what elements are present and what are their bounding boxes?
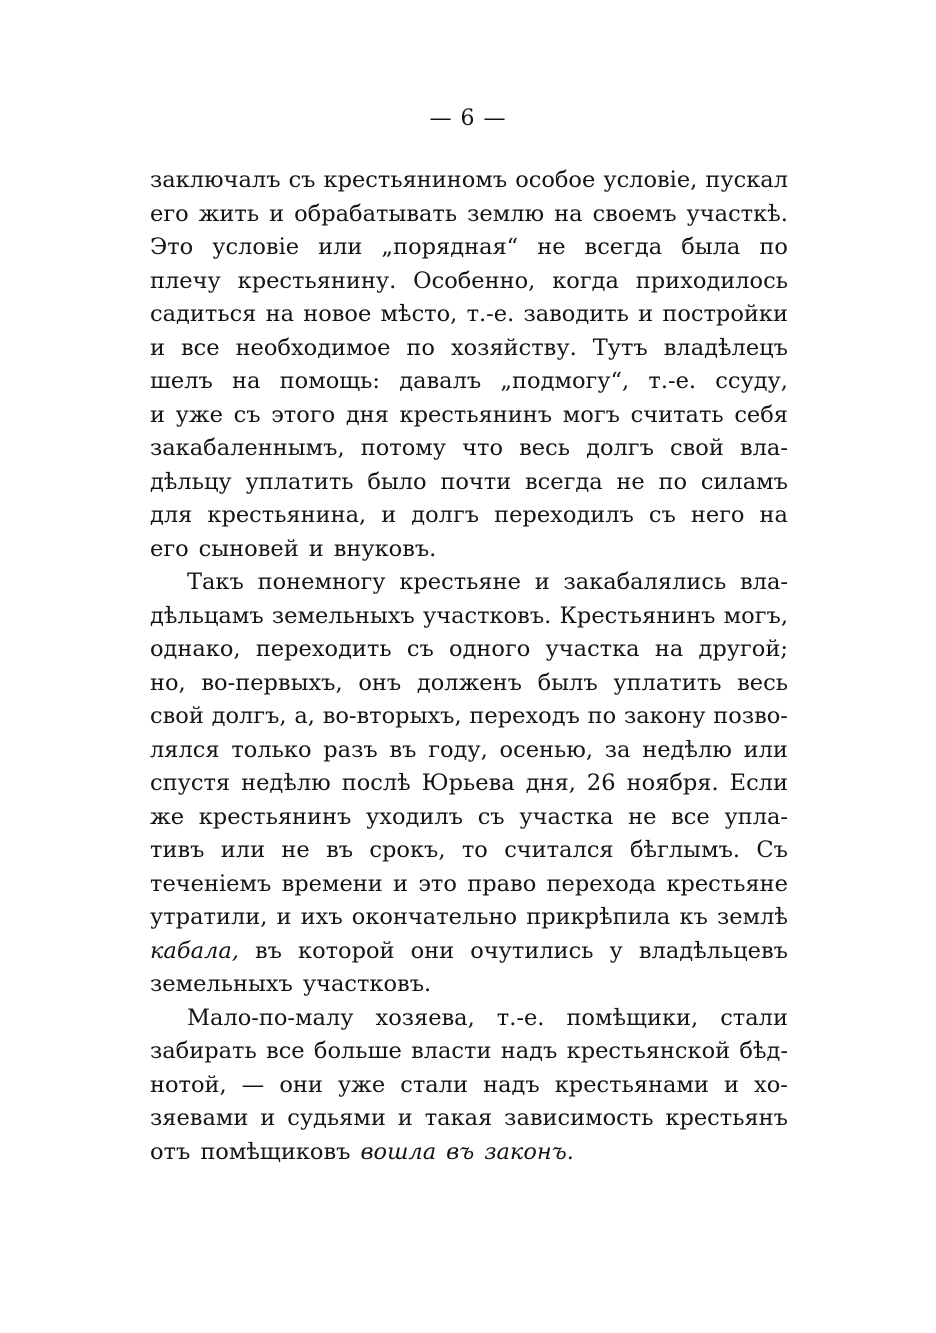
word: весь — [519, 435, 570, 461]
word: участковъ. — [302, 971, 432, 997]
text-line — [150, 1002, 788, 1036]
word: былъ — [537, 669, 598, 696]
word: съ — [288, 167, 316, 193]
word: не — [281, 837, 310, 863]
word: все — [180, 334, 220, 361]
word: помѣщики, — [566, 1004, 699, 1031]
word: упла- — [724, 803, 788, 830]
word: „подмогу“, — [500, 368, 630, 394]
word: пускал — [705, 167, 788, 193]
word: только — [231, 736, 312, 763]
word: долженъ — [416, 669, 522, 696]
text-line — [150, 164, 788, 198]
word: крестьяне — [399, 569, 521, 595]
word: уплатить — [613, 669, 722, 696]
word: переходъ — [469, 703, 580, 729]
word: срокъ, — [369, 837, 446, 863]
word: было — [367, 468, 427, 495]
word: на — [232, 368, 261, 394]
word-italic: кабала, — [150, 937, 239, 964]
word: все — [671, 803, 710, 830]
word: силамъ — [700, 468, 788, 495]
word-italic: вошла — [360, 1138, 437, 1165]
word: могъ, — [723, 602, 788, 629]
paragraph — [150, 164, 788, 566]
word: долгъ — [411, 502, 480, 528]
word: крестьянъ — [665, 1105, 788, 1131]
word: жить — [198, 200, 260, 227]
word: они — [410, 937, 455, 964]
word: весь — [737, 669, 788, 696]
word: дня — [345, 401, 389, 428]
word: по — [587, 703, 617, 729]
text-line — [150, 901, 788, 935]
word: особое — [515, 167, 596, 193]
word: Такъ — [187, 569, 244, 595]
word: себя — [734, 401, 788, 428]
text-line — [150, 801, 788, 835]
word: уходилъ — [366, 803, 463, 830]
text-line — [150, 1069, 788, 1103]
word: не — [628, 803, 657, 830]
word: закабалялись — [563, 569, 727, 595]
word: у — [609, 937, 623, 964]
text-line — [150, 935, 788, 969]
word: свой — [150, 703, 204, 729]
word: по — [406, 334, 435, 361]
word: хозяева, — [375, 1004, 475, 1031]
text-line — [150, 566, 788, 600]
word: помѣщиковъ — [200, 1138, 351, 1165]
word: свой — [670, 435, 724, 461]
word: съ — [233, 401, 261, 428]
word: времени — [281, 870, 383, 897]
word: плечу — [150, 267, 221, 294]
word: всегда — [525, 468, 603, 495]
word: крестьянина, — [207, 502, 367, 528]
word: дѣльцу — [150, 468, 232, 495]
text-line — [150, 533, 788, 567]
word: считался — [504, 837, 614, 863]
word: лялся — [150, 736, 220, 763]
word: спустя — [150, 770, 231, 796]
word: крестьянской — [566, 1038, 731, 1064]
word: а, — [294, 703, 315, 729]
word: когда — [552, 267, 619, 294]
word: или — [743, 736, 788, 763]
word: и — [534, 569, 550, 595]
word: Особенно, — [413, 267, 536, 294]
word: условіе — [212, 234, 300, 260]
word: его — [150, 200, 189, 227]
word: по — [658, 468, 688, 495]
word: земельныхъ — [271, 602, 415, 629]
word: заключалъ — [150, 167, 281, 193]
word: надъ — [483, 1071, 540, 1098]
word: на — [554, 200, 583, 227]
word: владѣльцевъ — [638, 937, 788, 964]
word: окончательно — [351, 904, 518, 930]
word: владѣлецъ — [663, 334, 788, 361]
word: съ — [648, 502, 676, 528]
word: послѣ — [341, 770, 411, 796]
word: его — [150, 535, 189, 562]
word: необходимое — [235, 334, 391, 361]
word: Съ — [756, 837, 788, 863]
text-line — [150, 1102, 788, 1136]
word: что — [462, 435, 504, 461]
word: не — [616, 468, 645, 495]
word: условіе, — [603, 167, 698, 193]
word: онъ — [358, 669, 402, 696]
text-line — [150, 633, 788, 667]
word: на — [265, 301, 294, 327]
word: за — [604, 736, 631, 763]
word: считать — [630, 401, 724, 428]
word: была — [681, 234, 741, 260]
text-line — [150, 332, 788, 366]
word: понемногу — [257, 569, 386, 595]
word: власти — [411, 1038, 492, 1064]
word: т.-е. — [648, 368, 697, 394]
word: они — [279, 1071, 323, 1098]
text-block — [150, 164, 788, 1169]
word: прикрѣпила — [526, 904, 671, 930]
text-line — [150, 198, 788, 232]
word: къ — [679, 904, 708, 930]
word: нотой, — [150, 1071, 227, 1098]
word: внуковъ. — [333, 535, 437, 562]
word: и — [393, 870, 409, 897]
word: вла- — [740, 569, 788, 595]
word: крестьянами — [554, 1071, 709, 1098]
word: крестьянинъ — [198, 803, 352, 830]
word: участка — [545, 636, 640, 662]
word: постройки — [662, 301, 788, 327]
word: и — [381, 502, 397, 528]
text-line — [150, 1035, 788, 1069]
text-line — [150, 734, 788, 768]
word: въ — [326, 837, 354, 863]
word: долгъ — [586, 435, 654, 461]
word: помощь: — [279, 368, 381, 394]
word: крестьянинъ — [399, 401, 553, 428]
word: то — [461, 837, 488, 863]
word: закабаленнымъ, — [150, 435, 345, 461]
text-line — [150, 399, 788, 433]
text-line — [150, 1136, 788, 1170]
word: однако, — [150, 636, 241, 662]
word: заводить — [523, 301, 629, 327]
word: новое — [303, 301, 372, 327]
word: одного — [449, 636, 531, 662]
text-line — [150, 466, 788, 500]
word: вла- — [739, 435, 788, 461]
word: зяевами — [150, 1105, 249, 1131]
text-line — [150, 700, 788, 734]
word: бѣд- — [739, 1038, 788, 1064]
word: во-первыхъ, — [201, 669, 343, 696]
word: и — [397, 1105, 413, 1131]
word: переходить — [255, 636, 392, 662]
word: на — [654, 636, 684, 662]
word: зависимость — [504, 1105, 654, 1131]
word: долгъ, — [211, 703, 287, 729]
word: тивъ — [150, 837, 205, 863]
word: дня, — [525, 770, 576, 796]
word: давалъ — [399, 368, 482, 394]
text-line — [150, 600, 788, 634]
word: въ — [254, 937, 282, 964]
word: т.-е. — [496, 1004, 545, 1031]
word: могъ — [562, 401, 620, 428]
text-line — [150, 499, 788, 533]
word: осенью, — [499, 736, 593, 763]
word: для — [150, 502, 193, 528]
word: не — [537, 234, 566, 260]
word: году, — [428, 736, 488, 763]
word: но, — [150, 669, 186, 696]
word: „порядная“ — [381, 234, 519, 260]
word: т.-е. — [466, 301, 515, 327]
word: или — [318, 234, 363, 260]
word: Это — [150, 234, 194, 260]
paragraph — [150, 566, 788, 1002]
word: по — [759, 234, 788, 260]
word: садиться — [150, 301, 257, 327]
word: хозяйству. — [450, 334, 577, 361]
word: хо- — [754, 1071, 788, 1098]
word: землѣ — [716, 904, 788, 930]
word: судьями — [287, 1105, 386, 1131]
word: забирать — [150, 1038, 257, 1064]
word: 26 — [586, 770, 616, 796]
word: дѣльцамъ — [150, 602, 264, 629]
word: Если — [729, 770, 788, 796]
text-line — [150, 265, 788, 299]
word: и — [308, 535, 324, 562]
word: это — [418, 870, 457, 897]
word: въ — [389, 736, 417, 763]
word: и — [638, 301, 654, 327]
word: ссуду, — [715, 368, 788, 394]
word: уже — [337, 1071, 386, 1098]
word: разъ — [323, 736, 378, 763]
word-italic: въ — [446, 1138, 475, 1165]
word: него — [690, 502, 745, 528]
word: уплатить — [245, 468, 354, 495]
text-line — [150, 868, 788, 902]
page-number: — 6 — — [429, 106, 507, 131]
word: утратили, — [150, 904, 268, 930]
paragraph — [150, 1002, 788, 1170]
word: обрабатывать — [294, 200, 458, 227]
text-line — [150, 432, 788, 466]
word: — — [241, 1071, 265, 1098]
word: сыновей — [198, 535, 299, 562]
text-line — [150, 231, 788, 265]
word: Крестьянинъ — [559, 602, 716, 629]
text-line — [150, 968, 788, 1002]
word: и — [150, 334, 165, 361]
word: Юрьева — [421, 770, 515, 796]
word: позво- — [713, 703, 788, 729]
word: надъ — [500, 1038, 558, 1064]
word: же — [150, 803, 185, 830]
word: земельныхъ — [150, 971, 293, 997]
word: шелъ — [150, 368, 213, 394]
word: съ — [477, 803, 505, 830]
word: которой — [298, 937, 395, 964]
word: землю — [467, 200, 545, 227]
word: своемъ — [592, 200, 677, 227]
text-line — [150, 834, 788, 868]
word: другой; — [698, 636, 788, 662]
word: очутились — [470, 937, 594, 964]
word: такая — [424, 1105, 493, 1131]
word: ихъ — [300, 904, 343, 930]
word: крестьянину. — [237, 267, 397, 294]
word: право — [467, 870, 537, 897]
word: или — [220, 837, 266, 863]
word: Тутъ — [592, 334, 648, 361]
word: и — [150, 401, 165, 428]
word: теченіемъ — [150, 870, 272, 897]
text-line — [150, 298, 788, 332]
word: бѣглымъ. — [629, 837, 741, 863]
word: и — [276, 904, 292, 930]
text-line — [150, 365, 788, 399]
word: все — [266, 1038, 305, 1064]
word: крестьяне — [666, 870, 788, 897]
word: почти — [440, 468, 512, 495]
word: мѣсто, — [380, 301, 458, 327]
word: отъ — [150, 1138, 191, 1165]
word: недѣлю — [241, 770, 331, 796]
word: недѣлю — [642, 736, 732, 763]
word: крестьяниномъ — [323, 167, 508, 193]
word: стали — [720, 1004, 788, 1031]
word: приходилось — [635, 267, 788, 294]
word: больше — [313, 1038, 402, 1064]
word: Мало-по-малу — [187, 1004, 354, 1031]
word: ноября. — [626, 770, 719, 796]
word: уже — [175, 401, 223, 428]
word: потому — [360, 435, 447, 461]
word: переходилъ — [494, 502, 634, 528]
word: и — [260, 1105, 276, 1131]
word: этого — [271, 401, 336, 428]
text-line — [150, 767, 788, 801]
word: всегда — [584, 234, 663, 260]
word: стали — [400, 1071, 469, 1098]
word: перехода — [546, 870, 657, 897]
word: и — [723, 1071, 739, 1098]
text-line — [150, 667, 788, 701]
word: и — [269, 200, 285, 227]
word-italic: законъ. — [484, 1138, 574, 1165]
word: закону — [623, 703, 706, 729]
word: участковъ. — [422, 602, 552, 629]
word: съ — [406, 636, 434, 662]
word: во-вторыхъ, — [322, 703, 462, 729]
word: на — [759, 502, 788, 528]
word: участкѣ. — [686, 200, 788, 227]
word: участка — [519, 803, 614, 830]
